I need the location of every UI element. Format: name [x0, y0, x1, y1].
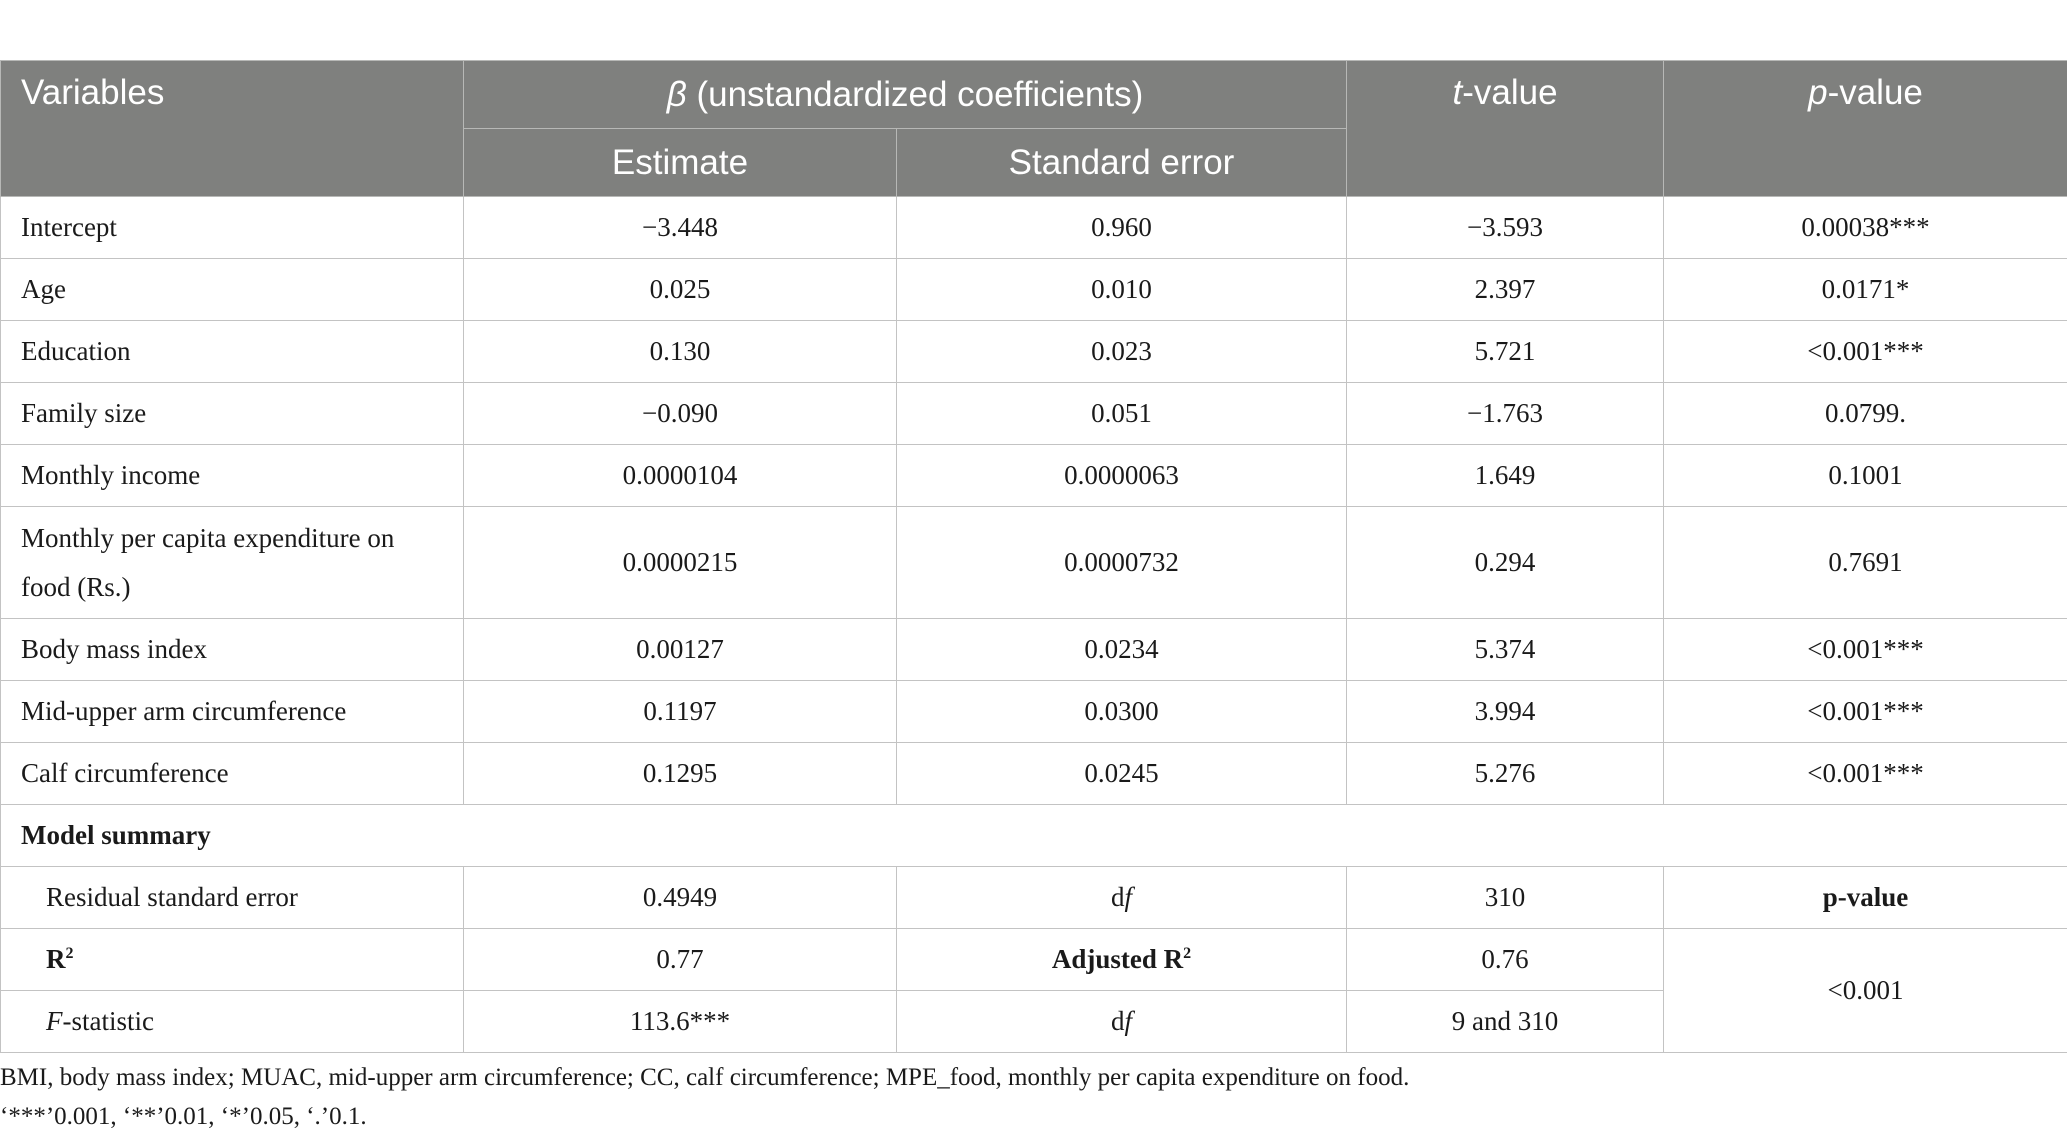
se-cell: 0.0300: [897, 681, 1347, 743]
p-cell: <0.001***: [1664, 681, 2067, 743]
table-row: [1, 259, 2067, 321]
se-cell: 0.023: [897, 321, 1347, 383]
beta-label: (unstandardized coefficients): [686, 74, 1144, 114]
df-label: [897, 867, 1347, 929]
estimate-cell: 0.025: [464, 259, 897, 321]
f-rest: -statistic: [62, 1006, 154, 1036]
r2-row: [1, 929, 2067, 991]
r2-sup: 2: [65, 945, 74, 962]
header-estimate: Estimate: [464, 129, 897, 197]
estimate-cell: 0.0000215: [464, 507, 897, 619]
estimate-cell: −0.090: [464, 383, 897, 445]
model-summary-row: [1, 805, 2067, 867]
adj-r2-value: 0.76: [1347, 929, 1664, 991]
f-stat-value: 113.6***: [464, 991, 897, 1053]
rse-value: 0.4949: [464, 867, 897, 929]
regression-table-container: [0, 60, 2067, 1053]
p-cell: 0.0171*: [1664, 259, 2067, 321]
table-header: [1, 61, 2067, 197]
header-t-value: [1347, 61, 1664, 197]
r2-letter: R: [46, 944, 66, 974]
p-cell: 0.0799.: [1664, 383, 2067, 445]
variable-cell: Education: [1, 321, 464, 383]
p-cell: 0.00038***: [1664, 197, 2067, 259]
r2-label: [1, 929, 464, 991]
rse-row: [1, 867, 2067, 929]
p-cell: <0.001***: [1664, 619, 2067, 681]
estimate-cell: −3.448: [464, 197, 897, 259]
adj-r2-text: Adjusted R: [1051, 944, 1184, 974]
header-variables: Variables: [1, 61, 464, 197]
header-beta: [464, 61, 1347, 129]
df-value: 310: [1347, 867, 1664, 929]
t-cell: −1.763: [1347, 383, 1664, 445]
table-row: [1, 681, 2067, 743]
f-df-d: d: [1110, 1006, 1125, 1036]
table-row: [1, 445, 2067, 507]
t-cell: 5.721: [1347, 321, 1664, 383]
p-suffix: -value: [1827, 73, 1923, 112]
p-cell: 0.1001: [1664, 445, 2067, 507]
estimate-cell: 0.130: [464, 321, 897, 383]
f-df-value: 9 and 310: [1347, 991, 1664, 1053]
header-standard-error: Standard error: [897, 129, 1347, 197]
model-summary-title: Model summary: [1, 805, 2067, 867]
summary-p-header: p-value: [1664, 867, 2067, 929]
p-cell: <0.001***: [1664, 743, 2067, 805]
p-cell: <0.001***: [1664, 321, 2067, 383]
variable-cell: Mid-upper arm circumference: [1, 681, 464, 743]
table-row: [1, 507, 2067, 619]
t-cell: 1.649: [1347, 445, 1664, 507]
se-cell: 0.0245: [897, 743, 1347, 805]
t-cell: 3.994: [1347, 681, 1664, 743]
variable-cell: Body mass index: [1, 619, 464, 681]
table-row: [1, 383, 2067, 445]
se-cell: 0.0000732: [897, 507, 1347, 619]
variable-cell: Calf circumference: [1, 743, 464, 805]
summary-p-value: <0.001: [1664, 929, 2067, 1053]
f-stat-label: [1, 991, 464, 1053]
t-cell: −3.593: [1347, 197, 1664, 259]
variable-cell: Intercept: [1, 197, 464, 259]
se-cell: 0.0000063: [897, 445, 1347, 507]
t-cell: 0.294: [1347, 507, 1664, 619]
footnote-abbreviations: BMI, body mass index; MUAC, mid-upper arm circumference; CC, calf circumference; MPE_food, monthly per capita expenditure on food.: [0, 1064, 1410, 1091]
footnote-significance: ‘***’0.001, ‘**’0.01, ‘*’0.05, ‘.’0.1.: [0, 1103, 367, 1130]
df-d: d: [1110, 882, 1125, 912]
r2-value: 0.77: [464, 929, 897, 991]
adj-r2-sup: 2: [1183, 945, 1192, 962]
variable-cell: Age: [1, 259, 464, 321]
table-row: [1, 197, 2067, 259]
t-suffix: -value: [1462, 73, 1558, 112]
estimate-cell: 0.00127: [464, 619, 897, 681]
rse-label: Residual standard error: [1, 867, 464, 929]
adj-r2-label: [897, 929, 1347, 991]
f-df-label: [897, 991, 1347, 1053]
estimate-cell: 0.0000104: [464, 445, 897, 507]
table-row: [1, 619, 2067, 681]
f-letter: F: [46, 1006, 63, 1036]
df-f: f: [1124, 882, 1132, 912]
estimate-cell: 0.1197: [464, 681, 897, 743]
t-symbol: t: [1452, 73, 1463, 112]
table-row: [1, 321, 2067, 383]
table-body: [1, 197, 2067, 1053]
table-row: [1, 743, 2067, 805]
se-cell: 0.010: [897, 259, 1347, 321]
se-cell: 0.960: [897, 197, 1347, 259]
variable-cell: Monthly per capita expenditure on food (Rs.): [1, 507, 464, 619]
f-df-f: f: [1124, 1006, 1132, 1036]
t-cell: 5.276: [1347, 743, 1664, 805]
se-cell: 0.0234: [897, 619, 1347, 681]
variable-cell: Monthly income: [1, 445, 464, 507]
se-cell: 0.051: [897, 383, 1347, 445]
estimate-cell: 0.1295: [464, 743, 897, 805]
variable-cell: Family size: [1, 383, 464, 445]
p-symbol: p: [1808, 73, 1828, 112]
p-cell: 0.7691: [1664, 507, 2067, 619]
header-p-value: [1664, 61, 2067, 197]
regression-table: [0, 60, 2067, 1053]
t-cell: 5.374: [1347, 619, 1664, 681]
beta-symbol: β: [666, 74, 687, 114]
t-cell: 2.397: [1347, 259, 1664, 321]
